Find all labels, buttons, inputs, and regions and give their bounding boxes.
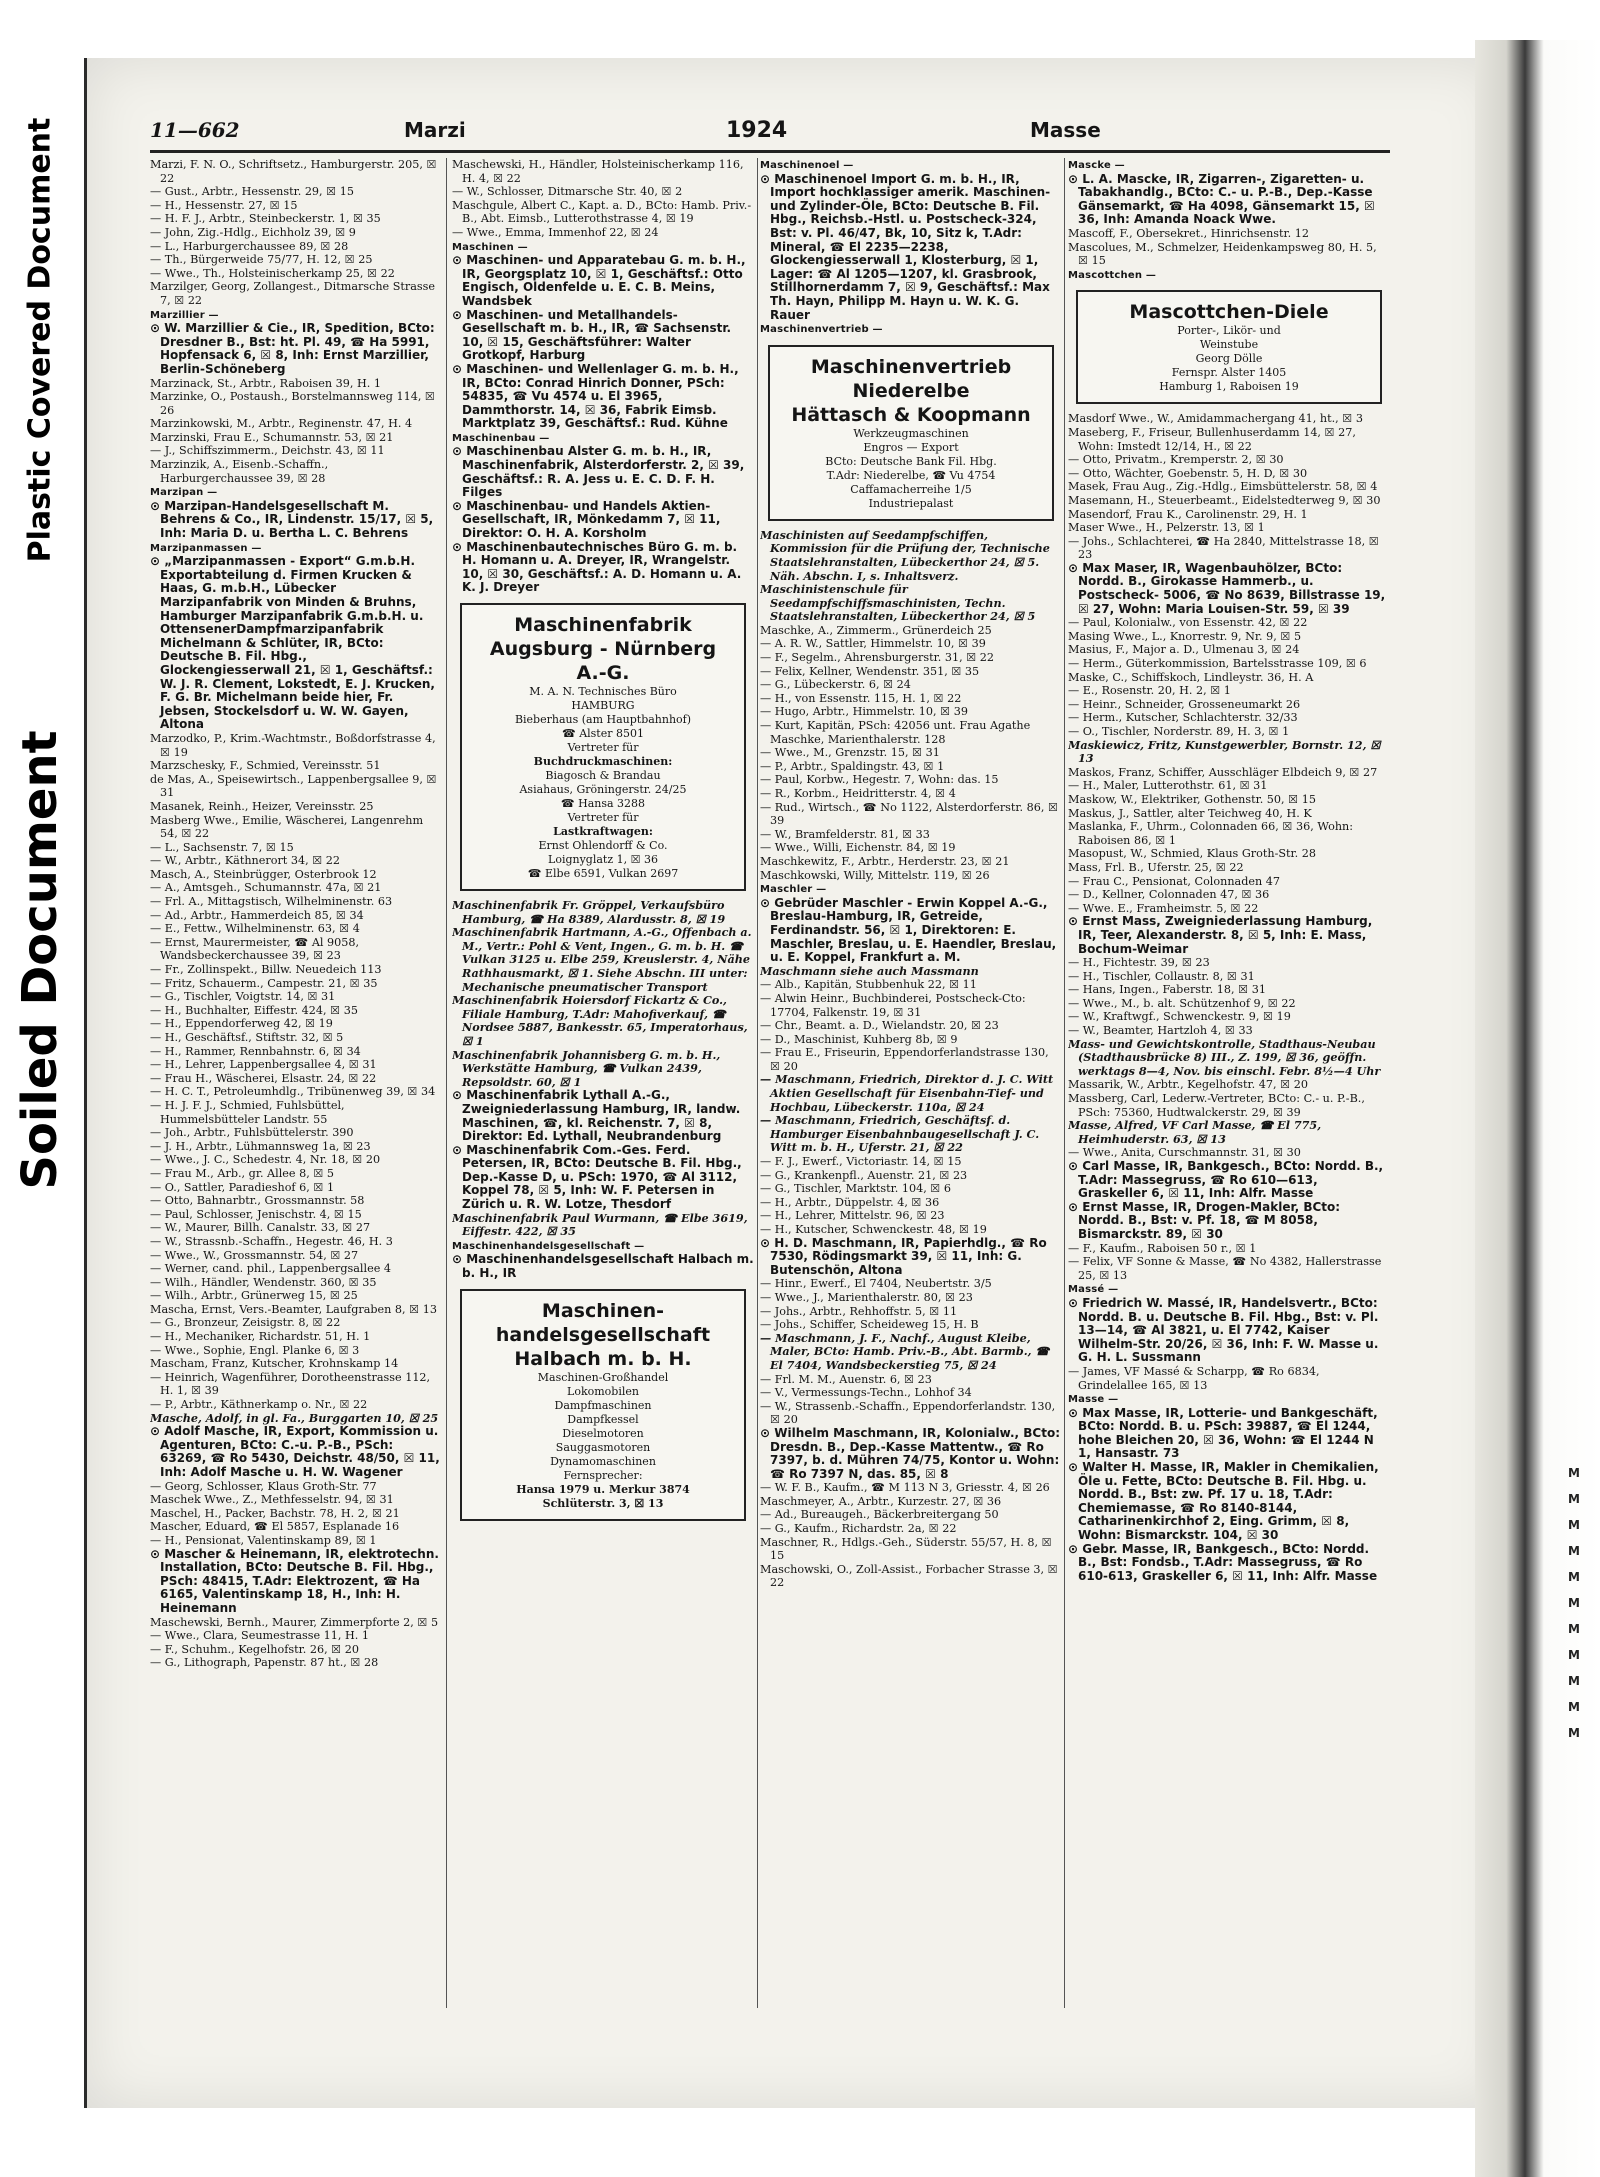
directory-entry: — G., Lübeckerstr. 6, ☒ 24 [760,678,911,692]
directory-entry: — G., Bronzeur, Zeisigstr. 8, ☒ 22 [150,1316,341,1330]
directory-entry: — Fr., Zollinspekt., Billw. Neuedeich 113 [150,963,382,977]
directory-entry: — W., Beamter, Hartzloh 4, ☒ 33 [1068,1024,1253,1038]
directory-entry: — Hinr., Ewerf., El 7404, Neubertstr. 3/5 [760,1277,992,1291]
directory-entry: — Wwe., M., b. alt. Schützenhof 9, ☒ 22 [1068,996,1296,1010]
directory-entry: — Gust., Arbtr., Hessenstr. 29, ☒ 15 [150,185,354,199]
soiled-document-label: Soiled Document [12,730,68,1190]
italic-entry: Maschinenfabrik Johannisberg G. m. b. H., Werkstätte Hamburg, ☎ Vulkan 2439, Repsoldstr. 60, ☒ 1 [452,1047,721,1089]
italic-entry: Maschinenfabrik Paul Wurmann, ☎ Elbe 3619, Eiffestr. 422, ☒ 35 [452,1210,748,1239]
directory-entry: — Wwe., W., Grossmannstr. 54, ☒ 27 [150,1248,359,1262]
directory-entry: — P., Arbtr., Käthnerkamp o. Nr., ☒ 22 [150,1398,368,1412]
directory-entry: — F., Kaufm., Raboisen 50 r., ☒ 1 [1068,1241,1257,1255]
directory-entry: — Otto, Privatm., Kremperstr. 2, ☒ 30 [1068,453,1284,467]
directory-entry: — Felix, Kellner, Wendenstr. 351, ☒ 35 [760,664,980,678]
page-number: 11—662 [150,118,240,142]
bleed-letter: M [1568,1570,1580,1584]
directory-entry: Maskos, Franz, Schiffer, Ausschläger Elbdeich 9, ☒ 27 [1068,765,1378,779]
directory-entry: Massarik, W., Arbtr., Kegelhofstr. 47, ☒ 20 [1068,1078,1308,1092]
directory-entry: — Wilh., Arbtr., Grünerweg 15, ☒ 25 [150,1289,358,1303]
page-edge-shadow [1475,40,1600,2177]
header-last-entry: Masse [1030,118,1101,142]
directory-entry: — Paul, Korbw., Hegestr. 7, Wohn: das. 15 [760,773,999,787]
directory-entry: Massberg, Carl, Lederw.-Vertreter, BCto: C.- u. P.-B., PSch: 75360, Hudtwalckerstr. 29, ☒ 39 [1068,1092,1365,1119]
directory-entry: — Wwe., Th., Holsteinischerkamp 25, ☒ 22 [150,266,395,280]
ad-line: Dampfmaschinen [554,1398,652,1412]
directory-entry: — H., Buchhalter, Eiffestr. 424, ☒ 35 [150,1003,358,1017]
directory-entry: — G., Lithograph, Papenstr. 87 ht., ☒ 28 [150,1656,379,1670]
directory-entry: Mass, Frl. B., Uferstr. 25, ☒ 22 [1068,860,1244,874]
header-first-entry: Marzi [404,118,466,142]
directory-entry: — Otto, Bahnarbtr., Grossmannstr. 58 [150,1194,365,1208]
column-divider [1064,158,1065,2008]
directory-entry: — G., Tischler, Marktstr. 104, ☒ 6 [760,1182,952,1196]
header-year: 1924 [726,118,788,143]
directory-entry: — Fritz, Schauerm., Campestr. 21, ☒ 35 [150,976,378,990]
column-3 [760,158,1062,2038]
ad-line: Dynamomaschinen [550,1454,656,1468]
directory-entry: — E., Fettw., Wilhelminenstr. 63, ☒ 4 [150,922,360,936]
ad-line: BCto: Deutsche Bank Fil. Hbg. [825,454,997,468]
directory-entry: Maske, C., Schiffskoch, Lindleystr. 36, H. A [1068,670,1314,684]
directory-entry: — F., Schuhm., Kegelhofstr. 26, ☒ 20 [150,1642,360,1656]
directory-entry: — Kurt, Kapitän, PSch: 42056 unt. Frau Agathe Maschke, Marienthalerstr. 128 [760,719,1031,746]
directory-entry: — Wwe., J. C., Schedestr. 4, Nr. 18, ☒ 20 [150,1153,381,1167]
directory-entry: Marzinke, O., Postaush., Borstelmannsweg 114, ☒ 26 [150,390,435,417]
header-rule [150,150,1390,153]
ad-line: Lastkraftwagen: [553,825,653,838]
directory-entry: Masdorf Wwe., W., Amidammachergang 41, ht., ☒ 3 [1068,412,1363,426]
directory-entry: — H., Maler, Lutterothstr. 61, ☒ 31 [1068,779,1268,793]
directory-entry: — Heinr., Schneider, Grosseneumarkt 26 [1068,697,1301,711]
column-4-bottom [1068,412,1390,1583]
section-heading: Masse — [1068,1394,1119,1406]
firm-entry: ⊙ Wilhelm Maschmann, IR, Kolonialw., BCto: Dresdn. B., Dep.-Kasse Mattentw., ☎ Ro 7397, b. d. Mühren 74/75, Kontor u. Wohn: ☎ Ro 7397 N, das. 85, ☒ 8 [760,1425,1060,1481]
directory-entry: — H., Arbtr., Düppelstr. 4, ☒ 36 [760,1195,940,1209]
section-heading: Maschinen — [452,241,528,253]
left-label-strip [0,0,80,2177]
ad-line: ☎ Alster 8501 [562,727,644,740]
ad-line: HAMBURG [571,699,635,712]
directory-entry: — O., Sattler, Paradieshof 6, ☒ 1 [150,1180,335,1194]
directory-entry: — R., Korbm., Heidritterstr. 4, ☒ 4 [760,787,956,800]
directory-entry: Maslanka, F., Uhrm., Colonnaden 66, ☒ 36, Wohn: Raboisen 86, ☒ 1 [1068,820,1353,847]
italic-entry: Maschinenfabrik Hartmann, A.-G., Offenbach a. M., Vertr.: Pohl & Vent, Ingen., G. m. b. H. ☎ Vulkan 3125 u. Elbe 259, Kreuslerstr. 4, Nähe Rathhausmarkt, ☒ 1. Siehe Abschn. III unter: Mechanische pneumatischer Transport [452,925,752,994]
directory-entry: Marzinski, Frau E., Schumannstr. 53, ☒ 21 [150,430,394,444]
italic-entry: Maskiewicz, Fritz, Kunstgewerbler, Bornstr. 12, ☒ 13 [1068,737,1381,766]
ad-line: Hansa 1979 u. Merkur 3874 [516,1482,690,1496]
column-3-top [760,159,1062,337]
directory-entry: — Hans, Ingen., Faberstr. 18, ☒ 31 [1068,983,1266,997]
directory-entry: — G., Kaufm., Richardstr. 2a, ☒ 22 [760,1522,957,1536]
firm-entry: ⊙ Maschinen- und Wellenlager G. m. b. H., IR, BCto: Conrad Hinrich Donner, PSch: 54835, ☎ Vu 4574 u. El 3965, Dammthorstr. 14, ☒ 36, Fabrik Eimsb. Marktplatz 39, Geschäftsf.: Rud. Kühne [452,361,739,431]
directory-entry: — D., Maschinist, Kuhberg 8b, ☒ 9 [760,1032,958,1046]
firm-entry: ⊙ Ernst Masse, IR, Drogen-Makler, BCto: Nordd. B., Bst: v. Pf. 18, ☎ M 8058, Bismarckstr. 89, ☒ 30 [1068,1199,1341,1241]
column-2-middle [452,899,754,1281]
directory-entry: Masberg Wwe., Emilie, Wäscherei, Langenrehm 54, ☒ 22 [150,813,424,841]
directory-entry: — A. R. W., Sattler, Himmelstr. 10, ☒ 39 [760,637,986,651]
directory-entry: Mascolues, M., Schmelzer, Heidenkampsweg 80, H. 5, ☒ 15 [1068,240,1377,268]
directory-entry: Maschgule, Albert C., Kapt. a. D., BCto: Hamb. Priv.-B., Abt. Eimsb., Lutterothstrasse 4, ☒ 19 [452,198,752,226]
directory-entry: — L., Harburgerchaussee 89, ☒ 28 [150,239,349,253]
directory-entry: — Frau E., Friseurin, Eppendorferlandstrasse 130, ☒ 20 [760,1046,1049,1073]
ad-haettasch-koopmann [768,345,1054,521]
directory-entry: Mascher, Eduard, ☎ El 5857, Esplanade 16 [150,1520,400,1534]
directory-entry: — Wwe., M., Grenzstr. 15, ☒ 31 [760,746,940,760]
directory-entry: — Frau H., Wäscherei, Elsastr. 24, ☒ 22 [150,1071,377,1085]
directory-entry: Marzilger, Georg, Zollangest., Ditmarsche Strasse 7, ☒ 22 [150,280,436,307]
directory-entry: — Wwe., Willi, Eichenstr. 84, ☒ 19 [760,841,956,855]
directory-entry: — H., von Essenstr. 115, H. 1, ☒ 22 [760,691,962,705]
ad-line: ☎ Hansa 3288 [560,797,646,810]
bleed-letter: M [1568,1544,1580,1558]
directory-entry: Mascham, Franz, Kutscher, Krohnskamp 14 [150,1357,399,1371]
directory-entry: — H. F. J., Arbtr., Steinbeckerstr. 1, ☒ 35 [150,212,381,226]
ad-line: Sauggasmotoren [555,1440,651,1454]
directory-entry: Marzinkowski, M., Arbtr., Reginenstr. 47, H. 4 [150,417,413,431]
ad-title: Mascottchen-Diele [1129,301,1329,324]
bleed-letter: M [1568,1700,1580,1714]
directory-entry: — Frau M., Arb., gr. Allee 8, ☒ 5 [150,1166,335,1180]
directory-entry: Maskow, W., Elektriker, Gothenstr. 50, ☒ 15 [1068,792,1316,806]
italic-entry: Masse, Alfred, VF Carl Masse, ☎ El 775, Heimhuderstr. 63, ☒ 13 [1068,1118,1322,1146]
section-heading: Massé — [1068,1284,1119,1296]
ad-title: Maschinenfabrik [514,614,692,636]
directory-entry: — Wwe., Clara, Seumestrasse 11, H. 1 [150,1629,370,1643]
directory-entry: — H., Lehrer, Lappenbergsallee 4, ☒ 31 [150,1058,377,1072]
section-heading: Maschler — [760,884,827,896]
directory-entry: — P., Arbtr., Spaldingstr. 43, ☒ 1 [760,759,945,773]
directory-entry: — W., Maurer, Billh. Canalstr. 33, ☒ 27 [150,1221,371,1235]
italic-entry: Maschmann siehe auch Massmann [760,963,979,978]
page-header [150,118,1390,148]
bleed-letter: M [1568,1492,1580,1506]
directory-entry: Maser Wwe., H., Pelzerstr. 13, ☒ 1 [1068,521,1265,535]
ad-line: Engros — Export [863,440,959,454]
directory-entry: — Werner, cand. phil., Lappenbergsallee 4 [150,1262,391,1276]
ad-title: Maschinenvertrieb [810,355,1012,378]
directory-entry: — H., Lehrer, Mittelstr. 96, ☒ 23 [760,1209,945,1223]
directory-entry: — H. C. T., Petroleumhdlg., Tribünenweg 39, ☒ 34 [150,1085,436,1099]
directory-entry: — Th., Bürgerweide 75/77, H. 12, ☒ 25 [150,253,373,267]
directory-entry: — Hugo, Arbtr., Himmelstr. 10, ☒ 39 [760,705,968,719]
italic-entry: — Maschmann, J. F., Nachf., August Kleibe, Maler, BCto: Hamb. Priv.-B., Abt. Barmb., ☎ El 7404, Wandsbeckerstieg 75, ☒ 24 [760,1330,1050,1372]
directory-entry: Mascha, Ernst, Vers.-Beamter, Laufgraben 8, ☒ 13 [150,1302,437,1316]
directory-entry: — Wwe., Sophie, Engl. Planke 6, ☒ 3 [150,1343,360,1357]
directory-entry: — L., Sachsenstr. 7, ☒ 15 [150,840,294,854]
directory-entry: — Johs., Arbtr., Rehhoffstr. 5, ☒ 11 [760,1304,958,1318]
directory-entry: de Mas, A., Speisewirtsch., Lappenbergsallee 9, ☒ 31 [150,772,437,800]
ad-line: Biagosch & Brandau [545,769,661,782]
column-2 [452,158,754,2038]
column-divider [757,158,758,2008]
ad-title: Niederelbe [852,379,970,402]
directory-entry: Mascoff, F., Obersekret., Hinrichsenstr. 12 [1068,226,1309,240]
directory-entry: — Wwe., Anita, Curschmannstr. 31, ☒ 30 [1068,1146,1301,1160]
ad-line: Porter-, Likör- und [1177,324,1281,338]
directory-entry: — H., Eppendorferweg 42, ☒ 19 [150,1017,333,1031]
column-3-bottom [760,529,1062,1590]
firm-entry: ⊙ Adolf Masche, IR, Export, Kommission u. Agenturen, BCto: C.-u. P.-B., PSch: 63269, ☎ Ro 5430, Deichstr. 48/50, ☒ 11, Inh: Adolf Masche u. H. W. Wagener [150,1424,440,1479]
firm-entry: ⊙ H. D. Maschmann, IR, Papierhdlg., ☎ Ro 7530, Rödingsmarkt 39, ☒ 11, Inh: G. Butenschön, Altona [760,1235,1047,1277]
firm-entry: ⊙ Max Masse, IR, Lotterie- und Bankgeschäft, BCto: Nordd. B. u. PSch: 39887, ☎ El 1244, hohe Bleichen 20, ☒ 36, Wohn: ☎ El 1244 N 1, Hansastr. 73 [1068,1405,1378,1461]
column-1 [150,158,440,2038]
ad-title: Maschinen- [541,1299,665,1322]
italic-entry: Maschinistenschule für Seedampfschiffsmaschinisten, Techn. Staatslehranstalten, Lübeckerthor 24, ☒ 5 [760,582,1036,624]
directory-entry: Masopust, W., Schmied, Klaus Groth-Str. 28 [1068,847,1316,861]
directory-entry: Maschek Wwe., Z., Methfesselstr. 94, ☒ 31 [150,1493,394,1507]
italic-entry: Maschinenfabrik Fr. Gröppel, Verkaufsbüro Hamburg, ☎ Ha 8389, Alardusstr. 8, ☒ 19 [452,898,726,926]
firm-entry: ⊙ Gebr. Masse, IR, Bankgesch., BCto: Nordd. B., Bst: Fondsb., T.Adr: Massegruss, ☎ Ro 610-613, Graskeller 6, ☒ 11, Inh: Alfr. Masse [1068,1541,1378,1583]
firm-entry: ⊙ Gebrüder Maschler - Erwin Koppel A.-G., Breslau-Hamburg, IR, Getreide, Ferdinandstr. 56, ☒ 1, Direktoren: E. Maschler, Breslau, u. E. Haendler, Breslau, u. E. Koppel, Frankfurt a. M. [760,895,1057,965]
italic-entry: Mass- und Gewichtskontrolle, Stadthaus-Neubau (Stadthausbrücke 8) III., Z. 199, ☒ 36, geöffn. werktags 8—4, Nov. bis einschl. Febr. 8½—4 Uhr [1068,1036,1381,1078]
directory-entry: — Paul, Schlosser, Jenischstr. 4, ☒ 15 [150,1207,362,1221]
bleed-letter: M [1568,1518,1580,1532]
directory-entry: — W. F. B., Kaufm., ☎ M 113 N 3, Griesstr. 4, ☒ 26 [760,1481,1050,1495]
ad-line: Hamburg 1, Raboisen 19 [1159,380,1299,394]
bleed-letter: M [1568,1596,1580,1610]
italic-entry: — Maschmann, Friedrich, Geschäftsf. d. Hamburger Eisenbahnbaugesellschaft J. C. Witt m. b. H., Uferstr. 21, ☒ 22 [760,1113,1040,1155]
ad-line: Buchdruckmaschinen: [533,755,673,768]
section-heading: Maschinenvertrieb — [760,324,883,336]
directory-entry: Masendorf, Frau K., Carolinenstr. 29, H. 1 [1068,507,1308,521]
firm-entry: ⊙ Walter H. Masse, IR, Makler in Chemikalien, Öle u. Fette, BCto: Deutsche B. Fil. Hbg. u. Nordd. B., Bst: zw. Pf. 17 u. 18, T.Adr: Chemiemasse, ☎ Ro 8140-8144, Catharinenkirchhof 2, Eing. Grimm, ☒ 8, Wohn: Bismarckstr. 104, ☒ 30 [1068,1460,1379,1543]
firm-entry: ⊙ Max Maser, IR, Wagenbauhölzer, BCto: Nordd. B., Girokasse Hammerb., u. Postscheck- 5006, ☎ No 8639, Billstrasse 19, ☒ 27, Wohn: Maria Louisen-Str. 59, ☒ 39 [1068,560,1386,616]
directory-entry: — Felix, VF Sonne & Masse, ☎ No 4382, Hallerstrasse 25, ☒ 13 [1068,1255,1382,1282]
firm-entry: ⊙ „Marzipanmassen - Export“ G.m.b.H. Exportabteilung d. Firmen Krucken & Haas, G. m.b.H., Lübecker Marzipanfabrik von Minden & Bruhns, Hamburger Marzipanfabrik G.m.b.H. u. OttensenerDampfmarzipanfabrik Michelmann & Schlüter, IR, BCto: Deutsche B. Fil. Hbg., Glockengiesserwall 21, ☒ 1, Geschäftsf.: W. J. R. Clement, Lokstedt, E. J. Krucken, F. G. Br. Michelmann beide hier, Fr. Jebsen, Stockelsdorf u. W. W. Gayen, Altona [150,554,435,732]
directory-entry: — Alwin Heinr., Buchbinderei, Postscheck-Cto: 17704, Falkenstr. 19, ☒ 31 [760,991,1026,1019]
directory-entry: — G., Tischler, Voigtstr. 14, ☒ 31 [150,990,336,1004]
ad-line: Bieberhaus (am Hauptbahnhof) [514,713,692,726]
firm-entry: ⊙ Marzipan-Handelsgesellschaft M. Behrens & Co., IR, Lindenstr. 15/17, ☒ 5, Inh: Maria D. u. Bertha L. C. Behrens [150,498,434,541]
ad-line: Caffamacherreihe 1/5 [850,482,972,496]
firm-entry: ⊙ Friedrich W. Massé, IR, Handelsvertr., BCto: Nordd. B. u. Deutsche B. Fil. Hbg., Bst: v. Pl. 13—14, ☎ Al 3821, u. El 7742, Kaiser Wilhelm-Str. 20/26, ☒ 36, Inh: F. W. Masse u. G. H. L. Sussmann [1068,1295,1379,1365]
directory-entry: — D., Kellner, Colonnaden 47, ☒ 36 [1068,888,1270,902]
directory-entry: — W., Strassnb.-Schaffn., Hegestr. 46, H. 3 [150,1234,393,1248]
bleed-letter: M [1568,1726,1580,1740]
directory-entry: — John, Zig.-Hdlg., Eichholz 39, ☒ 9 [150,225,356,239]
directory-entry: — G., Krankenpfl., Auenstr. 21, ☒ 23 [760,1168,968,1182]
directory-entry: — J., Schiffszimmerm., Deichstr. 43, ☒ 11 [150,444,385,458]
directory-entry: Maskus, J., Sattler, alter Teichweg 40, H. K [1068,806,1312,820]
directory-entry: — Paul, Kolonialw., von Essenstr. 42, ☒ 22 [1068,616,1308,630]
directory-entry: — Johs., Schiffer, Scheideweg 15, H. B [760,1318,979,1332]
bleed-letter: M [1568,1622,1580,1636]
column-4 [1068,158,1390,2038]
firm-entry: ⊙ Maschinen- und Metallhandels-Gesellschaft m. b. H., IR, ☎ Sachsenstr. 10, ☒ 15, Geschäftsführer: Walter Grotkopf, Harburg [452,307,732,363]
ad-halbach [460,1289,746,1521]
column-divider [446,158,447,2008]
directory-entry: — V., Vermessungs-Techn., Lohhof 34 [760,1386,972,1400]
ad-title: Hättasch & Koopmann [791,403,1031,426]
directory-entry: — Wwe., Emma, Immenhof 22, ☒ 24 [452,225,659,239]
directory-entry: — H., Hessenstr. 27, ☒ 15 [150,198,298,212]
directory-entry: Marzinack, St., Arbtr., Raboisen 39, H. 1 [150,376,381,390]
italic-entry: Masche, Adolf, in gl. Fa., Burggarten 10, ☒ 25 [150,1410,439,1425]
section-heading: Mascke — [1068,160,1125,171]
directory-entry: — O., Tischler, Norderstr. 89, H. 3, ☒ 1 [1068,725,1290,738]
ad-title: A.-G. [576,662,630,684]
section-heading: Marzipan — [150,487,218,499]
italic-entry: Maschinenfabrik Hoiersdorf Fickartz & Co., Filiale Hamburg, T.Adr: Mahofiverkauf, ☎ Nordsee 5887, Bankesstr. 65, Imperatorhaus, ☒ 1 [452,993,748,1048]
directory-entry: — H., Tischler, Collaustr. 8, ☒ 31 [1068,969,1255,983]
ad-line: Schlüterstr. 3, ☒ 13 [542,1496,664,1510]
section-heading: Maschinenbau — [452,432,550,444]
firm-entry: ⊙ Maschinenbau- und Handels Aktien-Gesellschaft, IR, Mönkedamm 7, ☒ 11, Direktor: O. H. A. Korsholm [452,498,721,541]
directory-entry: Marzinzik, A., Eisenb.-Schaffn., Harburgerchaussee 39, ☒ 28 [150,458,329,485]
directory-entry: — H., Pensionat, Valentinskamp 89, ☒ 1 [150,1533,377,1547]
directory-entry: — H. J. F. J., Schmied, Fuhlsbüttel, Hummelsbütteler Landstr. 55 [150,1098,345,1126]
section-heading: Marzillier — [150,309,219,321]
directory-entry: Maschewski, Bernh., Maurer, Zimmerpforte 2, ☒ 5 [150,1615,439,1629]
ad-line: Industriepalast [868,496,954,510]
ad-line: Georg Dölle [1195,352,1263,366]
bleed-letter: M [1568,1674,1580,1688]
directory-entry: Maseberg, F., Friseur, Bullenhuserdamm 14, ☒ 27, Wohn: Imstedt 12/14, H., ☒ 22 [1068,425,1356,453]
directory-entry: — Herm., Güterkommission, Bartelsstrasse 109, ☒ 6 [1068,657,1367,671]
directory-entry: Masius, F., Major a. D., Ulmenau 3, ☒ 24 [1068,643,1300,657]
directory-entry: — Frl. M. M., Auenstr. 6, ☒ 23 [760,1372,932,1386]
firm-entry: ⊙ Maschinenbau Alster G. m. b. H., IR, Maschinenfabrik, Alsterdorferstr. 2, ☒ 39, Geschäftsf.: R. A. Jess u. E. C. D. F. H. Filges [452,444,745,500]
ad-line: Loignyglatz 1, ☒ 36 [548,853,658,866]
directory-entry: Marzodko, P., Krim.-Wachtmstr., Boßdorfstrasse 4, ☒ 19 [150,731,436,759]
ad-title: Augsburg - Nürnberg [489,638,717,660]
directory-entry: Marzschesky, F., Schmied, Vereinsstr. 51 [150,759,381,773]
ad-line: Fernspr. Alster 1405 [1171,366,1287,380]
italic-entry: Maschinisten auf Seedampfschiffen, Kommission für die Prüfung der, Technische Staatslehranstalten, Lübeckerthor 24, ☒ 5. Näh. Abschn. I, s. Inhaltsverz. [760,527,1050,583]
directory-entry: — Herm., Kutscher, Schlachterstr. 32/33 [1068,711,1298,725]
firm-entry: ⊙ Maschinenoel Import G. m. b. H., IR, Import hochklassiger amerik. Maschinen- und Zylinder-Öle, BCto: Deutsche B. Fil. Hbg., Reichsb.-Hstl. u. Postscheck-324, Bst: v. Pl. 46/47, Bk, 10, Sitz k, T.Adr: Mineral, ☎ El 2235—2238, Glockengiesserwall 1, Klosterburg, ☒ 1, Lager: ☎ Al 1205—1207, kl. Grasbrook, Stillhornerdamm 7, ☒ 9, Geschäftsf.: Max Th. Hayn, Philipp M. Hayn u. W. K. G. Rauer [760,171,1051,322]
section-heading: Maschinenhandelsgesellschaft — [452,1240,645,1252]
directory-entry: — Ernst, Maurermeister, ☎ Al 9058, Wandsbeckerchaussee 39, ☒ 23 [150,935,360,963]
directory-entry: Maschewski, H., Händler, Holsteinischerkamp 116, H. 4, ☒ 22 [452,158,744,185]
directory-entry: — Heinrich, Wagenführer, Dorotheenstrasse 112, H. 1, ☒ 39 [150,1370,431,1398]
directory-entry: — Alb., Kapitän, Stubbenhuk 22, ☒ 11 [760,978,977,992]
directory-entry: — Frau C., Pensionat, Colonnaden 47 [1068,874,1280,888]
directory-entry: Maschke, A., Zimmerm., Grünerdeich 25 [760,623,992,637]
directory-entry: Masanek, Reinh., Heizer, Vereinsstr. 25 [150,799,374,813]
ad-title: Halbach m. b. H. [514,1347,692,1370]
ad-line: ☎ Elbe 6591, Vulkan 2697 [527,867,679,880]
ad-line: Lokomobilen [567,1384,639,1398]
directory-entry: — W., Bramfelderstr. 81, ☒ 33 [760,827,930,841]
directory-entry: — W., Kraftwgf., Schwenckestr. 9, ☒ 19 [1068,1010,1291,1024]
directory-entry: — A., Amtsgeh., Schumannstr. 47a, ☒ 21 [150,881,382,895]
section-heading: Mascottchen — [1068,269,1157,281]
column-4-top [1068,159,1390,282]
directory-entry: — H., Fichtestr. 39, ☒ 23 [1068,956,1210,970]
directory-entry: — H., Kutscher, Schwenckestr. 48, ☒ 19 [760,1223,987,1236]
ad-line: Weinstube [1199,338,1259,352]
bleed-letter: M [1568,1466,1580,1480]
directory-entry: Masemann, H., Steuerbeamt., Eidelstedterweg 9, ☒ 30 [1068,493,1381,507]
firm-entry: ⊙ W. Marzillier & Cie., IR, Spedition, BCto: Dresdner B., Bst: ht. Pl. 49, ☎ Ha 5991, Hopfensack 6, ☒ 8, Inh: Ernst Marzillier, Berlin-Schöneberg [150,321,435,376]
directory-entry: — Otto, Wächter, Goebenstr. 5, H. D, ☒ 30 [1068,466,1308,480]
directory-entry: — W., Arbtr., Käthnerort 34, ☒ 22 [150,854,341,868]
italic-entry: — Maschmann, Friedrich, Direktor d. J. C. Witt Aktien Gesellschaft für Eisenbahn-Tief- und Hochbau, Lübeckerstr. 110a, ☒ 24 [760,1072,1054,1114]
bleed-letter: M [1568,1648,1580,1662]
directory-entry: Masek, Frau Aug., Zig.-Hdlg., Eimsbüttelerstr. 58, ☒ 4 [1068,480,1378,494]
ad-mascottchen-diele [1076,290,1382,404]
ad-line: Vertreter für [567,741,639,754]
directory-entry: Maschmeyer, A., Arbtr., Kurzestr. 27, ☒ 36 [760,1494,1002,1508]
ad-line: Asiahaus, Gröningerstr. 24/25 [519,783,687,796]
firm-entry: ⊙ Carl Masse, IR, Bankgesch., BCto: Nordd. B., T.Adr: Massegruss, ☎ Ro 610—613, Graskeller 6, ☒ 11, Inh: Alfr. Masse [1068,1159,1384,1201]
directory-entry: — H., Rammer, Rennbahnstr. 6, ☒ 34 [150,1044,361,1058]
ad-title: handelsgesellschaft [495,1323,711,1346]
directory-entry: — Joh., Arbtr., Fuhlsbüttelerstr. 390 [150,1126,354,1140]
directory-entry: — Rud., Wirtsch., ☎ No 1122, Alsterdorferstr. 86, ☒ 39 [760,800,1059,828]
directory-entry: Masch, A., Steinbrügger, Osterbrook 12 [150,867,377,881]
directory-entry: — Ad., Bureaugeh., Bäckerbreitergang 50 [760,1508,999,1522]
directory-entry: Maschowski, O., Zoll-Assist., Forbacher Strasse 3, ☒ 22 [760,1562,1058,1590]
ad-line: Ernst Ohlendorff & Co. [538,839,668,852]
ad-line: M. A. N. Technisches Büro [529,685,677,698]
directory-entry: Maschkewitz, F., Arbtr., Herderstr. 23, ☒ 21 [760,854,1010,868]
directory-entry: — Chr., Beamt. a. D., Wielandstr. 20, ☒ 23 [760,1019,999,1033]
directory-entry: — F. J., Ewerf., Victoriastr. 14, ☒ 15 [760,1155,962,1169]
directory-entry: Maschner, R., Hdlgs.-Geh., Süderstr. 55/57, H. 8, ☒ 15 [760,1535,1052,1563]
directory-entry: — Wilh., Händler, Wendenstr. 360, ☒ 35 [150,1275,377,1289]
directory-entry: — Wwe. E., Framheimstr. 5, ☒ 22 [1068,901,1259,915]
firm-entry: ⊙ Maschinenhandelsgesellschaft Halbach m. b. H., IR [452,1252,754,1281]
ad-man-augsburg-nuernberg [460,603,746,891]
ad-line: Vertreter für [567,811,639,824]
directory-entry: Maschel, H., Packer, Bachstr. 78, H. 2, ☒ 21 [150,1506,400,1520]
directory-entry: — Johs., Schlachterei, ☎ Ha 2840, Mittelstrasse 18, ☒ 23 [1068,534,1379,562]
firm-entry: ⊙ Maschinenbautechnisches Büro G. m. b. H. Homann u. A. Dreyer, IR, Wrangelstr. 10, ☒ 30, Geschäftsf.: A. D. Homann u. A. K. J. Dreyer [452,539,742,595]
section-heading: Marzipanmassen — [150,542,262,554]
directory-entry: — W., Schlosser, Ditmarsche Str. 40, ☒ 2 [452,185,683,199]
directory-entry: Maschkowski, Willy, Mittelstr. 119, ☒ 26 [760,868,990,882]
directory-entry: — H., Geschäftsf., Stiftstr. 32, ☒ 5 [150,1031,344,1044]
ad-line: Maschinen-Großhandel [537,1370,669,1384]
ad-line: Dampfkessel [567,1412,639,1426]
firm-entry: ⊙ Ernst Mass, Zweigniederlassung Hamburg, IR, Teer, Alexanderstr. 8, ☒ 5, Inh: E. Mass, Bochum-Weimar [1068,914,1373,956]
firm-entry: ⊙ Mascher & Heinemann, IR, elektrotechn. Installation, BCto: Deutsche B. Fil. Hbg., PSch: 48415, T.Adr: Elektrozent, ☎ Ha 6165, Valentinskamp 18, H., Inh: H. Heinemann [150,1546,439,1615]
ad-line: Dieselmotoren [562,1426,644,1440]
firm-entry: ⊙ Maschinen- und Apparatebau G. m. b. H., IR, Georgsplatz 10, ☒ 1, Geschäftsf.: Otto Engisch, Oldenfelde u. E. C. B. Meins, Wandsbek [452,253,746,308]
directory-entry: — E., Rosenstr. 20, H. 2, ☒ 1 [1068,684,1231,698]
directory-entry: — Georg, Schlosser, Klaus Groth-Str. 77 [150,1479,377,1493]
firm-entry: ⊙ Maschinenfabrik Lythall A.-G., Zweigniederlassung Hamburg, IR, landw. Maschinen, ☎, kl. Reichenstr. 7, ☒ 8, Direktor: Ed. Lythall, Neubrandenburg [452,1088,741,1144]
directory-entry: — Frl. A., Mittagstisch, Wilhelminenstr. 63 [150,895,393,909]
column-2-top [452,158,754,595]
directory-entry: — F., Segelm., Ahrensburgerstr. 31, ☒ 22 [760,651,995,665]
directory-entry: Masing Wwe., L., Knorrestr. 9, Nr. 9, ☒ 5 [1068,629,1302,643]
directory-entry: — Ad., Arbtr., Hammerdeich 85, ☒ 34 [150,908,364,922]
directory-entry: Marzi, F. N. O., Schriftsetz., Hamburgerstr. 205, ☒ 22 [150,158,437,185]
directory-entry: — J. H., Arbtr., Lühmannsweg 1a, ☒ 23 [150,1139,371,1153]
directory-entry: — Wwe., J., Marienthalerstr. 80, ☒ 23 [760,1290,973,1304]
directory-entry: — H., Mechaniker, Richardstr. 51, H. 1 [150,1330,371,1344]
ad-line: Fernsprecher: [563,1468,643,1482]
adjacent-page-letters [1568,1460,1594,1800]
firm-entry: ⊙ L. A. Mascke, IR, Zigarren-, Zigaretten- u. Tabakhandlg., BCto: C.- u. P.-B., Dep.-Kasse Gänsemarkt, ☎ Ha 4098, Gänsemarkt 15, ☒ 36, Inh: Amanda Noack Wwe. [1068,171,1375,227]
ad-line: Werkzeugmaschinen [853,426,969,440]
firm-entry: ⊙ Maschinenfabrik Com.-Ges. Ferd. Petersen, IR, BCto: Deutsche B. Fil. Hbg., Dep.-Kasse D, u. PSch: 1970, ☎ Al 3112, Koppel 78, ☒ 5, Inh: W. F. Petersen in Zürich u. R. W. Lotze, Thesdorf [452,1142,742,1212]
section-heading: Maschinenoel — [760,160,854,171]
plastic-covered-label: Plastic Covered Document [22,117,58,563]
directory-entry: — James, VF Massé & Scharpp, ☎ Ro 6834, Grindelallee 165, ☒ 13 [1068,1364,1320,1392]
ad-line: T.Adr: Niederelbe, ☎ Vu 4754 [826,468,996,482]
directory-entry: — W., Strassenb.-Schaffn., Eppendorferlandstr. 130, ☒ 20 [760,1399,1056,1427]
